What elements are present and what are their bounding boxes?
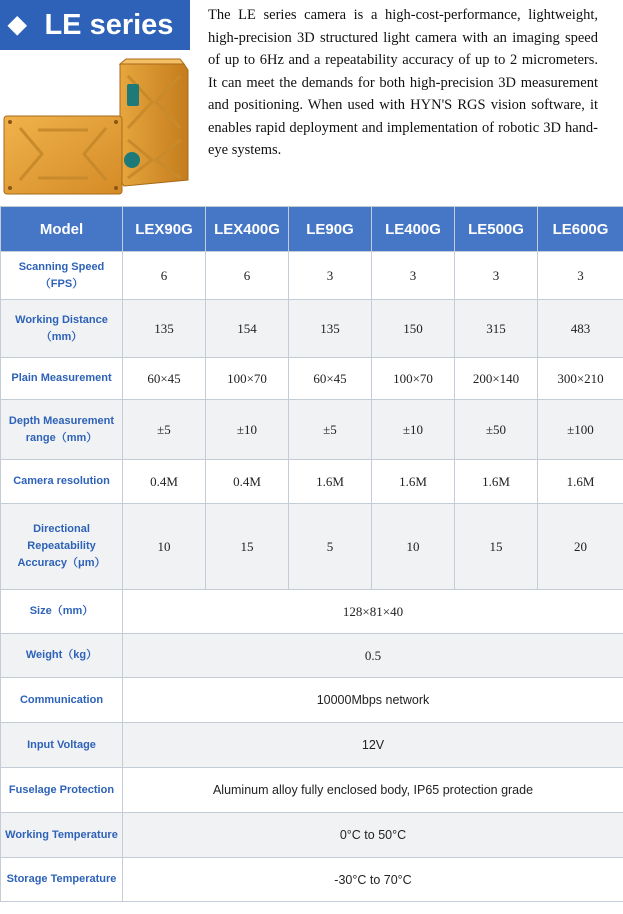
table-cell: ±5	[123, 400, 206, 460]
model-name: LE500G	[455, 207, 538, 252]
table-cell-merged: 0.5	[123, 634, 623, 678]
table-row	[1, 768, 623, 813]
table-cell: 1.6M	[538, 460, 623, 504]
row-label: Working Distance （mm）	[1, 300, 123, 358]
table-row	[1, 634, 623, 678]
table-cell: 3	[538, 252, 623, 300]
table-cell: 20	[538, 504, 623, 590]
table-cell: 15	[206, 504, 289, 590]
model-name: LE600G	[538, 207, 623, 252]
page-title: LE series	[44, 8, 174, 41]
table-cell: 200×140	[455, 358, 538, 400]
row-label: Communication	[1, 678, 123, 723]
row-label: Fuselage Protection	[1, 768, 123, 813]
diamond-icon: ◆	[8, 11, 27, 38]
table-row	[1, 678, 623, 723]
camera-back	[120, 59, 188, 186]
table-row	[1, 813, 623, 858]
table-cell: 1.6M	[289, 460, 372, 504]
table-cell-merged: 128×81×40	[123, 590, 623, 634]
row-label: Plain Measurement	[1, 358, 123, 400]
table-cell: 315	[455, 300, 538, 358]
table-row	[1, 252, 623, 300]
row-label: Working Temperature	[1, 813, 123, 858]
table-cell: 100×70	[206, 358, 289, 400]
row-label: Input Voltage	[1, 723, 123, 768]
table-cell: ±10	[372, 400, 455, 460]
table-row	[1, 300, 623, 358]
row-label: Camera resolution	[1, 460, 123, 504]
table-cell: 135	[289, 300, 372, 358]
table-cell: 6	[206, 252, 289, 300]
table-cell-merged: 10000Mbps network	[123, 678, 623, 723]
camera-front	[4, 116, 122, 194]
model-name: LEX90G	[123, 207, 206, 252]
table-cell: 100×70	[372, 358, 455, 400]
table-cell: ±5	[289, 400, 372, 460]
row-label: Scanning Speed （FPS）	[1, 252, 123, 300]
table-cell: 150	[372, 300, 455, 358]
table-cell: 1.6M	[455, 460, 538, 504]
table-cell: 154	[206, 300, 289, 358]
table-cell: 15	[455, 504, 538, 590]
table-row	[1, 460, 623, 504]
title-banner	[0, 0, 190, 50]
table-row	[1, 504, 623, 590]
model-name: LE90G	[289, 207, 372, 252]
table-cell: 3	[455, 252, 538, 300]
table-cell: 0.4M	[123, 460, 206, 504]
table-header-row	[1, 207, 623, 252]
table-cell: ±10	[206, 400, 289, 460]
table-cell: ±100	[538, 400, 623, 460]
table-row	[1, 590, 623, 634]
spec-table	[0, 206, 623, 902]
table-row	[1, 358, 623, 400]
table-cell: 483	[538, 300, 623, 358]
table-cell-merged: -30°C to 70°C	[123, 858, 623, 902]
table-cell-merged: 12V	[123, 723, 623, 768]
table-cell: 10	[372, 504, 455, 590]
table-cell: ±50	[455, 400, 538, 460]
table-cell: 3	[289, 252, 372, 300]
table-cell: 135	[123, 300, 206, 358]
row-label: Depth Measurement range（mm）	[1, 400, 123, 460]
table-cell: 10	[123, 504, 206, 590]
header	[0, 0, 623, 205]
table-cell-merged: Aluminum alloy fully enclosed body, IP65 protection grade	[123, 768, 623, 813]
row-label: Storage Temperature	[1, 858, 123, 902]
table-cell: 1.6M	[372, 460, 455, 504]
table-cell: 3	[372, 252, 455, 300]
table-row	[1, 723, 623, 768]
table-row	[1, 858, 623, 902]
table-cell-merged: 0°C to 50°C	[123, 813, 623, 858]
table-row	[1, 400, 623, 460]
row-label: Directional Repeatability Accuracy（μm）	[1, 504, 123, 590]
table-cell: 60×45	[123, 358, 206, 400]
model-name: LE400G	[372, 207, 455, 252]
model-header: Model	[1, 207, 123, 252]
table-cell: 60×45	[289, 358, 372, 400]
row-label: Size（mm）	[1, 590, 123, 634]
product-photo	[2, 56, 192, 196]
model-name: LEX400G	[206, 207, 289, 252]
table-cell: 300×210	[538, 358, 623, 400]
table-cell: 0.4M	[206, 460, 289, 504]
table-cell: 6	[123, 252, 206, 300]
intro-paragraph: The LE series camera is a high-cost-performance, lightweight, high-precision 3D structured light camera with an imaging speed of up to 6Hz and a repeatability accuracy of up to 2 micrometers. It can meet the demands for both high-precision 3D measurement and positioning. When used with HYN'S RGS vision software, it enables rapid deployment and implementation of robotic 3D hand-eye systems.	[208, 7, 598, 158]
table-cell: 5	[289, 504, 372, 590]
row-label: Weight（kg）	[1, 634, 123, 678]
